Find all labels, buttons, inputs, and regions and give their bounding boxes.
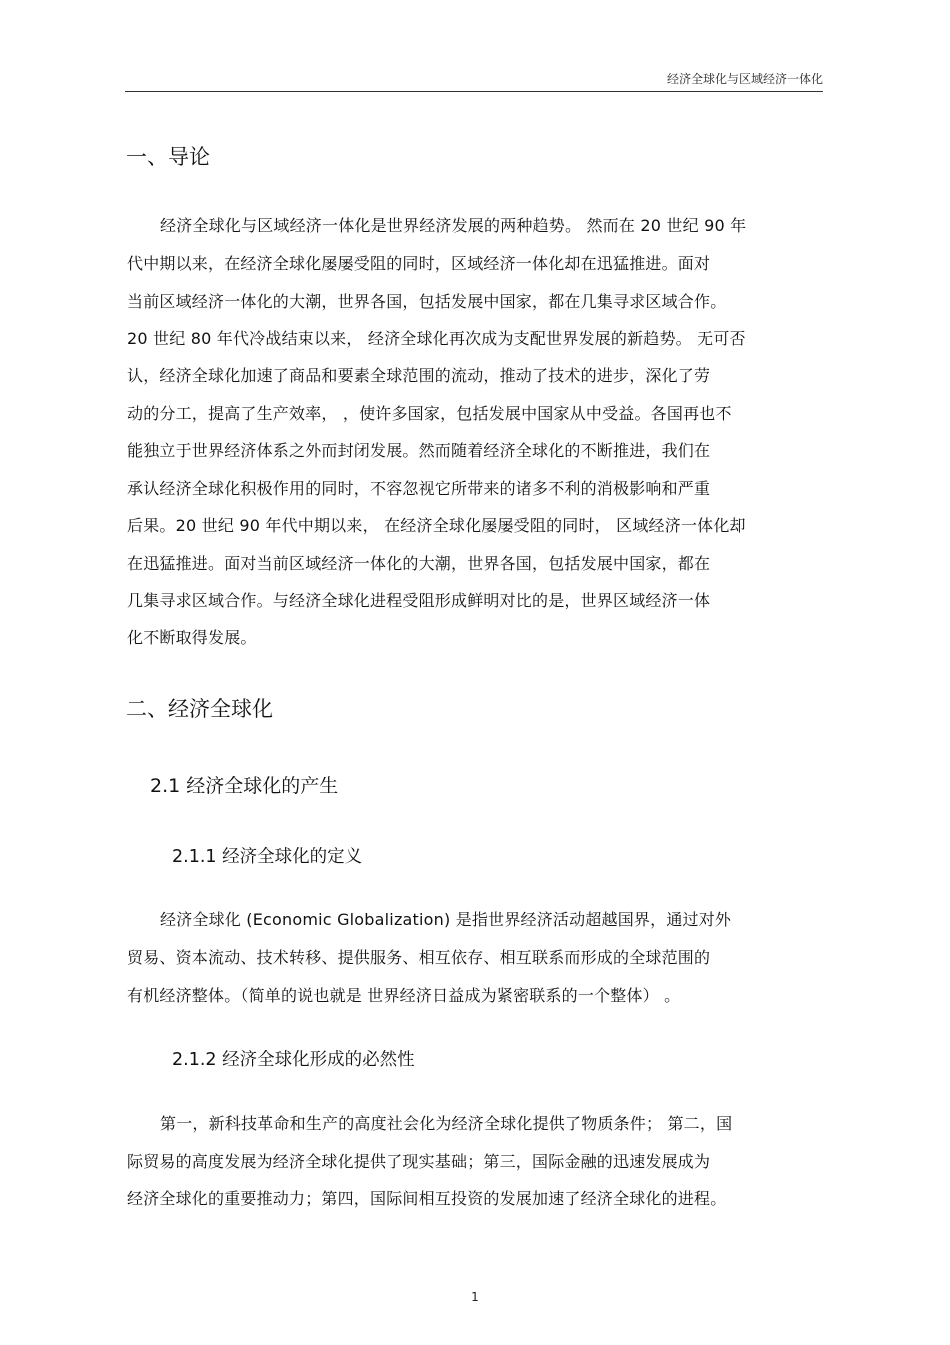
paragraph-line: 经济全球化 (Economic Globalization) 是指世界经济活动超越国界，通过对外 [160,910,732,929]
running-header: 经济全球化与区域经济一体化 [666,72,823,86]
paragraph-line: 动的分工，提高了生产效率， ，使许多国家，包括发展中国家从中受益。各国再也不 [127,404,732,423]
subsubsection-heading-necessity: 2.1.2 经济全球化形成的必然性 [172,1050,415,1070]
section-heading-globalization: 二、经济全球化 [126,697,273,721]
page-number: 1 [471,1290,479,1304]
subsection-heading-origin: 2.1 经济全球化的产生 [150,775,339,797]
paragraph-line: 当前区域经济一体化的大潮，世界各国，包括发展中国家，都在几集寻求区域合作。 [127,292,727,311]
paragraph-line: 几集寻求区域合作。与经济全球化进程受阻形成鲜明对比的是，世界区域经济一体 [127,591,711,610]
paragraph-line: 经济全球化的重要推动力；第四，国际间相互投资的发展加速了经济全球化的进程。 [127,1189,727,1208]
paragraph-line: 能独立于世界经济体系之外而封闭发展。然而随着经济全球化的不断推进，我们在 [127,441,711,460]
paragraph-line: 际贸易的高度发展为经济全球化提供了现实基础；第三，国际金融的迅速发展成为 [127,1152,711,1171]
paragraph-line: 承认经济全球化积极作用的同时，不容忽视它所带来的诸多不利的消极影响和严重 [127,479,711,498]
paragraph-line: 第一，新科技革命和生产的高度社会化为经济全球化提供了物质条件； 第二，国 [160,1114,733,1133]
paragraph-line: 贸易、资本流动、技术转移、提供服务、相互依存、相互联系而形成的全球范围的 [127,948,711,967]
subsubsection-heading-definition: 2.1.1 经济全球化的定义 [172,847,363,867]
paragraph-line: 后果。20 世纪 90 年代中期以来， 在经济全球化屡屡受阻的同时， 区域经济一体化却 [127,516,746,535]
paragraph-line: 化不断取得发展。 [127,628,257,647]
paragraph-line: 有机经济整体。（简单的说也就是 世界经济日益成为紧密联系的一个整体） 。 [127,986,681,1005]
section-heading-introduction: 一、导论 [126,145,210,169]
paragraph-line: 经济全球化与区域经济一体化是世界经济发展的两种趋势。 然而在 20 世纪 90 年 [160,216,747,235]
paragraph-line: 20 世纪 80 年代冷战结束以来， 经济全球化再次成为支配世界发展的新趋势。 无可否 [127,329,746,348]
paragraph-line: 在迅猛推进。面对当前区域经济一体化的大潮，世界各国，包括发展中国家，都在 [127,554,711,573]
paragraph-line: 认，经济全球化加速了商品和要素全球范围的流动，推动了技术的进步，深化了劳 [127,366,711,385]
header-divider [125,91,823,92]
paragraph-line: 代中期以来，在经济全球化屡屡受阻的同时，区域经济一体化却在迅猛推进。面对 [127,254,711,273]
